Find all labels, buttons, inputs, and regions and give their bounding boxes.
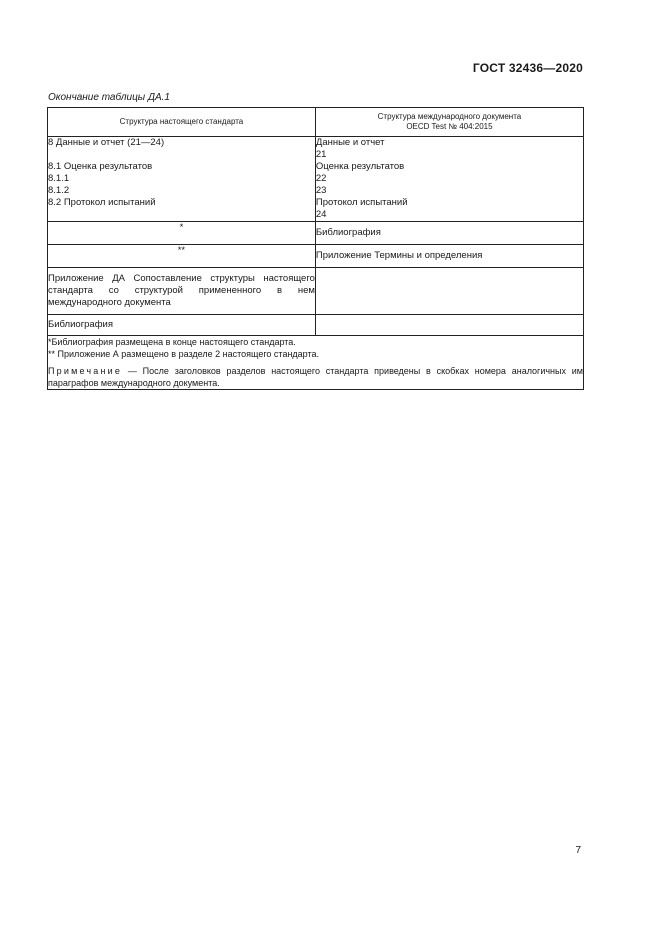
- table-row: [48, 268, 584, 315]
- table-cell-left: [48, 268, 316, 315]
- table-cell-text: Приложение Термины и определения: [315, 250, 483, 261]
- table-cell-right: [315, 315, 583, 336]
- table-caption: Окончание таблицы ДА.1: [48, 92, 170, 103]
- table-footnotes-cell: [48, 336, 584, 390]
- table-cell-text: Приложение ДА Сопоставление структуры настоящего стандарта со структурой примененного в нем международного документа: [48, 273, 315, 308]
- table-cell-line: 8 Данные и отчет (21—24): [48, 137, 165, 148]
- table-footnotes-row: [48, 336, 584, 390]
- footnote-marker: *: [179, 222, 184, 233]
- table-row: [48, 315, 584, 336]
- note-label: Примечание: [48, 366, 123, 376]
- column-header-national-standard-label: Структура настоящего стандарта: [119, 117, 244, 126]
- table-cell-line: 8.1.1: [48, 173, 70, 184]
- table-cell-right: [315, 137, 583, 222]
- footnote: *Библиография размещена в конце настоящего стандарта.: [48, 337, 296, 347]
- column-header-national-standard: [48, 108, 316, 137]
- table-cell-left: [48, 315, 316, 336]
- table-cell-line: 8.1.2: [48, 185, 70, 196]
- column-header-international-document: [315, 108, 583, 137]
- column-header-oecd-test-label: OECD Test № 404:2015: [406, 122, 493, 131]
- table-cell-line: Оценка результатов: [315, 161, 405, 172]
- page-number: 7: [575, 845, 581, 856]
- table-cell-line: Данные и отчет: [315, 137, 385, 148]
- column-header-international-document-label: Структура международного документа: [377, 112, 522, 121]
- table-cell-left: [48, 137, 316, 222]
- table-cell-right: [315, 222, 583, 245]
- table-cell-right: [315, 245, 583, 268]
- table-row: [48, 245, 584, 268]
- table-cell-left: [48, 222, 316, 245]
- table-cell-left: [48, 245, 316, 268]
- note-text: — После заголовков разделов настоящего стандарта приведены в скобках номера аналогичных им параграфов международного документа.: [48, 366, 583, 388]
- structure-comparison-table: [47, 107, 584, 390]
- table-cell-right: [315, 268, 583, 315]
- table-cell-line: 22: [315, 173, 327, 184]
- table-cell-text: Библиография: [48, 319, 113, 330]
- table-cell-text: Библиография: [315, 227, 381, 238]
- table-cell-line: Протокол испытаний: [315, 197, 408, 208]
- table-note: [48, 365, 583, 389]
- footnote-marker: **: [177, 245, 186, 256]
- table-cell-spacer: [48, 149, 315, 161]
- table-cell-line: 21: [315, 149, 327, 160]
- table-cell-line: 24: [315, 209, 327, 220]
- table-cell-line: 8.1 Оценка результатов: [48, 161, 153, 172]
- table-row: [48, 222, 584, 245]
- table-cell-line: 23: [315, 185, 327, 196]
- table-header-row: [48, 108, 584, 137]
- table-cell-line: 8.2 Протокол испытаний: [48, 197, 156, 208]
- footnote: ** Приложение А размещено в разделе 2 настоящего стандарта.: [48, 349, 320, 359]
- table-row: [48, 137, 584, 222]
- document-code: ГОСТ 32436—2020: [472, 61, 583, 75]
